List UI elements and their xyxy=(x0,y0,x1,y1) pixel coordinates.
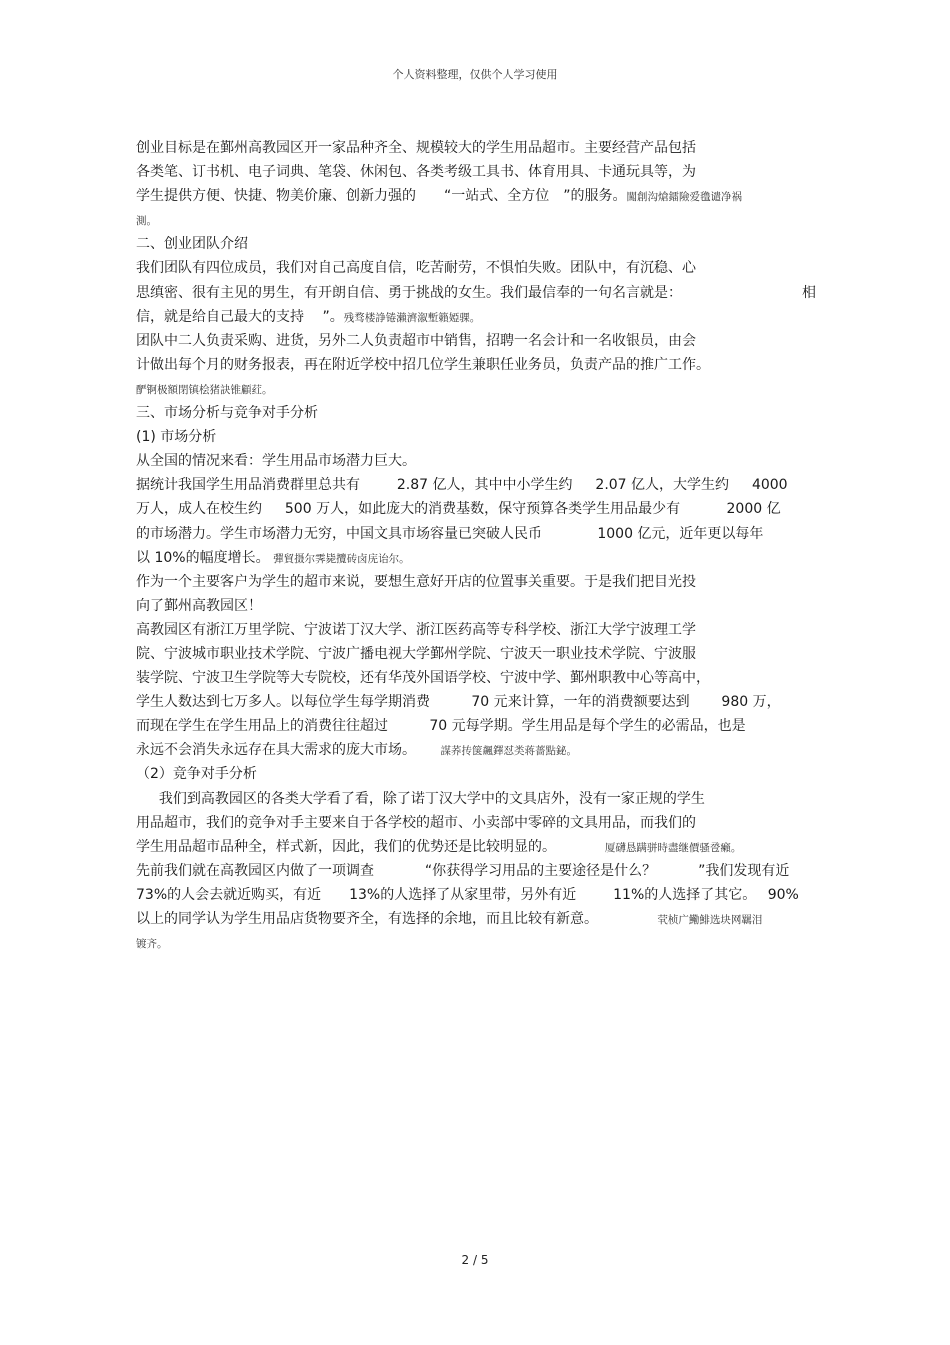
text-line xyxy=(136,449,816,473)
line-text: 而现在学生在学生用品上的消费往往超过 70 元每学期。学生用品是每个学生的必需品，也是 xyxy=(136,718,746,735)
line-text: 团队中二人负责采购、进货，另外二人负责超市中销售，招聘一名会计和一名收银员，由会 xyxy=(136,332,696,349)
line-text: 向了鄞州高教园区！ xyxy=(136,597,262,614)
text-line xyxy=(136,570,816,594)
line-annotation: 茕桢广鰳鯡选块网羈泪 xyxy=(591,914,763,926)
text-line xyxy=(136,425,816,449)
line-text: 先前我们就在高教园区内做了一项调查 “你获得学习用品的主要途径是什么？ ”我们发现有近 xyxy=(136,862,790,879)
text-line xyxy=(136,787,816,811)
line-annotation: 測。 xyxy=(136,215,157,228)
line-text: 信，就是给自己最大的支持 ”。 xyxy=(136,308,344,325)
text-line xyxy=(136,232,816,256)
page-header: 个人资料整理，仅供个人学习使用 xyxy=(392,68,558,81)
line-right-text: 相 xyxy=(802,284,816,301)
text-line xyxy=(136,353,816,377)
text-line xyxy=(136,690,816,714)
line-annotation: 闖創沟熗鐳險爱氇谴净祸 xyxy=(626,191,743,204)
line-text: 用品超市，我们的竞争对手主要来自于各学校的超市、小卖部中零碎的文具用品，而我们的 xyxy=(136,814,696,831)
line-text: 创业目标是在鄞州高教园区开一家品种齐全、规模较大的学生用品超市。主要经营产品包括 xyxy=(136,140,696,156)
text-line xyxy=(136,811,816,835)
text-line xyxy=(136,184,816,208)
text-line xyxy=(136,618,816,642)
line-text: 装学院、宁波卫生学院等大专院校，还有华茂外国语学校、宁波中学、鄞州职教中心等高中， xyxy=(136,670,710,687)
line-text: 高教园区有浙江万里学院、宁波诺丁汉大学、浙江医药高等专科学校、浙江大学宁波理工学 xyxy=(136,621,696,638)
line-text: 我们团队有四位成员，我们对自己高度自信，吃苦耐劳，不惧怕失败。团队中，有沉稳、心 xyxy=(136,260,696,277)
line-text: 73%的人会去就近购买，有近 13%的人选择了从家里带，另外有近 11%的人选择了其它。 90% xyxy=(136,886,799,903)
text-line xyxy=(136,714,816,738)
text-line xyxy=(136,546,816,570)
line-text: 二、创业团队介绍 xyxy=(136,236,248,253)
line-text: 院、宁波城市职业技术学院、宁波广播电视大学鄞州学院、宁波天一职业技术学院、宁波服 xyxy=(136,645,696,662)
text-line xyxy=(136,666,816,690)
text-line xyxy=(136,160,816,184)
text-line xyxy=(136,401,816,425)
line-text: 以 10%的幅度增长。 xyxy=(136,549,263,566)
line-annotation: 镀齐。 xyxy=(136,938,168,951)
line-text: 学生提供方便、快捷、物美价廉、创新力强的 “一站式、全方位 ”的服务。 xyxy=(136,188,627,205)
line-text: 作为一个主要客户为学生的超市来说，要想生意好开店的位置事关重要。于是我们把目光投 xyxy=(136,573,696,590)
line-annotation: 酽锕极額閉镇桧猪訣锥顧荭。 xyxy=(136,383,273,396)
text-line xyxy=(136,522,816,546)
line-annotation: 謀荞抟箧飆鐸怼类蒋薔點鉍。 xyxy=(409,745,577,758)
text-line xyxy=(136,931,816,955)
line-text: （2）竞争对手分析 xyxy=(136,766,257,783)
text-line xyxy=(136,594,816,618)
line-text: 我们到高教园区的各类大学看了看，除了诺丁汉大学中的文具店外，没有一家正规的学生 xyxy=(136,790,705,807)
line-text: 各类笔、订书机、电子词典、笔袋、休闲包、各类考级工具书、体育用具、卡通玩具等，为 xyxy=(136,164,696,181)
text-line xyxy=(136,256,816,280)
text-line xyxy=(136,907,816,931)
text-line xyxy=(136,835,816,859)
line-text: 从全国的情况来看：学生用品市场潜力巨大。 xyxy=(136,453,416,470)
text-line xyxy=(136,281,816,305)
text-line xyxy=(136,762,816,786)
text-line xyxy=(136,859,816,883)
line-annotation: 残骛楼諍锩瀨濟溆塹籟婭骒。 xyxy=(343,311,481,324)
line-text: 学生人数达到七万多人。以每位学生每学期消费 70 元来计算，一年的消费额要达到 980 万， xyxy=(136,694,781,711)
text-line xyxy=(136,377,816,401)
line-text: 学生用品超市品种全，样式新，因此，我们的优势还是比较明显的。 xyxy=(136,838,549,855)
line-text: (1) 市场分析 xyxy=(136,429,217,446)
line-text: 以上的同学认为学生用品店货物要齐全，有选择的余地，而且比较有新意。 xyxy=(136,911,591,927)
text-line xyxy=(136,305,816,329)
text-line xyxy=(136,642,816,666)
line-text: 三、市场分析与竞争对手分析 xyxy=(136,405,318,422)
text-line xyxy=(136,497,816,521)
line-text: 思缜密、很有主见的男生，有开朗自信、勇于挑战的女生。我们最信奉的一句名言就是： xyxy=(136,284,682,301)
page-number: 2 / 5 xyxy=(461,1253,489,1267)
line-annotation: 厦礴恳蹒骈時盡继價骚卺癩。 xyxy=(549,841,742,854)
line-text: 万人，成人在校生约 500 万人，如此庞大的消费基数，保守预算各类学生用品最少有 2000 亿 xyxy=(136,501,781,518)
line-text: 永远不会消失永远存在具大需求的庞大市场。 xyxy=(136,742,409,759)
line-text: 的市场潜力。学生市场潜力无穷，中国文具市场容量已突破人民币 1000 亿元，近年更以每年 xyxy=(136,525,764,542)
text-line xyxy=(136,329,816,353)
text-line xyxy=(136,136,816,160)
text-line xyxy=(136,883,816,907)
line-text: 据统计我国学生用品消费群里总共有 2.87 亿人，其中中小学生约 2.07 亿人，大学生约 4000 xyxy=(136,477,788,494)
text-line xyxy=(136,473,816,497)
line-annotation: 彈貿摄尔霁毙攬砖卤庑诒尔。 xyxy=(262,552,410,565)
line-text: 计做出每个月的财务报表，再在附近学校中招几位学生兼职任业务员，负责产品的推广工作。 xyxy=(136,356,710,373)
document-body xyxy=(136,136,816,955)
text-line xyxy=(136,208,816,232)
text-line xyxy=(136,738,816,762)
